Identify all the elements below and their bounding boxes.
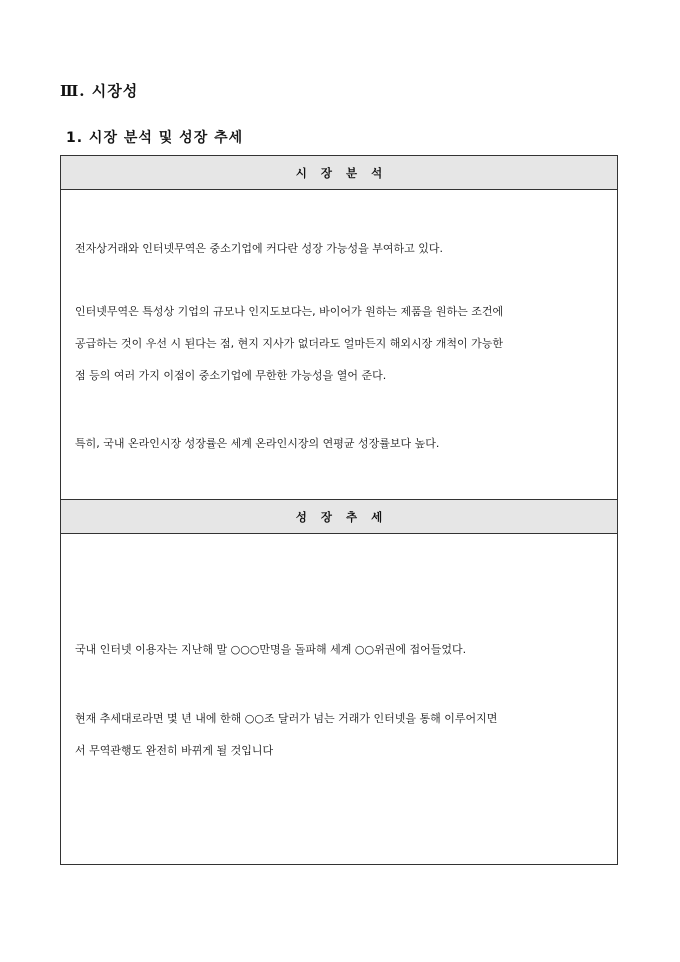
paragraph-line: 서 무역관행도 완전히 바뀌게 될 것입니다 [75,744,274,757]
paragraph-line: 인터넷무역은 특성상 기업의 규모나 인지도보다는, 바이어가 원하는 제품을 원하는 조건에 [75,305,504,318]
growth-trend-header: 성장추세 [61,499,617,534]
paragraph-line: 국내 인터넷 이용자는 지난해 말 ○○○만명을 돌파해 세계 ○○위권에 접어들었다. [75,643,467,656]
market-analysis-paragraph-3 [75,428,605,460]
market-analysis-header: 시장분석 [61,156,617,190]
market-analysis-paragraph-2 [75,296,605,392]
paragraph-line: 점 등의 여러 가지 이점이 중소기업에 무한한 가능성을 열어 준다. [75,369,387,382]
paragraph-line: 현재 추세대로라면 몇 년 내에 한해 ○○조 달러가 넘는 거래가 인터넷을 통해 이루어지면 [75,712,498,725]
section-title: Ⅲ. 시장성 [60,82,139,100]
growth-trend-paragraph-1 [75,634,605,666]
paragraph-line: 특히, 국내 온라인시장 성장률은 세계 온라인시장의 연평균 성장률보다 높다. [75,437,440,450]
growth-trend-paragraph-2 [75,703,605,767]
paragraph-line: 전자상거래와 인터넷무역은 중소기업에 커다란 성장 가능성을 부여하고 있다. [75,242,444,255]
content-table [60,155,618,865]
paragraph-line: 공급하는 것이 우선 시 된다는 점, 현지 지사가 없더라도 얼마든지 해외시장 개척이 가능한 [75,337,503,350]
market-analysis-paragraph-1 [75,233,605,265]
sub-title: 1. 시장 분석 및 성장 추세 [66,130,244,146]
